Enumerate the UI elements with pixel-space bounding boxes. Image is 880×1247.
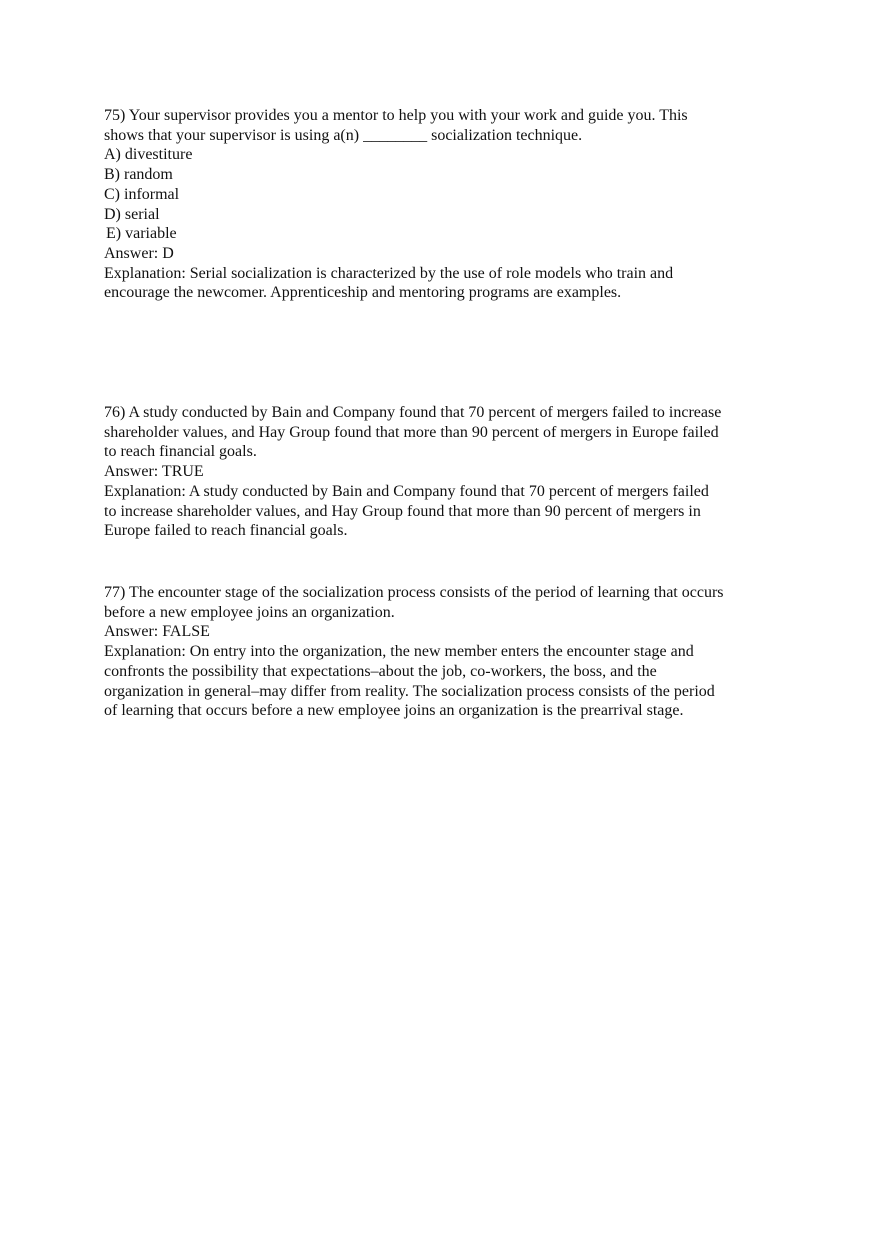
option-b: B) random xyxy=(104,166,173,184)
explanation-line: Explanation: On entry into the organization, the new member enters the encounter stage and xyxy=(104,643,694,661)
answer-line: Answer: D xyxy=(104,244,174,262)
option-e: E) variable xyxy=(106,225,177,243)
explanation-line: encourage the newcomer. Apprenticeship and mentoring programs are examples. xyxy=(104,284,622,302)
explanation-line: Explanation: Serial socialization is characterized by the use of role models who train and xyxy=(104,264,674,282)
question-77 xyxy=(104,583,784,721)
option-a: A) divestiture xyxy=(104,146,193,164)
option-c: C) informal xyxy=(104,185,180,203)
question-75 xyxy=(104,106,784,303)
explanation-line: of learning that occurs before a new employee joins an organization is the prearrival stage. xyxy=(104,702,684,720)
question-stem-line: 76) A study conducted by Bain and Company found that 70 percent of mergers failed to increase xyxy=(104,404,722,421)
question-76 xyxy=(104,403,784,541)
explanation-line: confronts the possibility that expectations–about the job, co-workers, the boss, and the xyxy=(104,662,657,680)
question-stem-line: shows that your supervisor is using a(n) ________ socialization technique. xyxy=(104,126,583,144)
question-stem-line: shareholder values, and Hay Group found that more than 90 percent of mergers in Europe failed xyxy=(104,423,719,441)
explanation-line: Europe failed to reach financial goals. xyxy=(104,522,348,540)
explanation-line: to increase shareholder values, and Hay Group found that more than 90 percent of mergers in xyxy=(104,502,701,520)
explanation-line: organization in general–may differ from reality. The socialization process consists of the period xyxy=(104,682,715,700)
explanation-line: Explanation: A study conducted by Bain and Company found that 70 percent of mergers failed xyxy=(104,482,709,500)
answer-line: Answer: FALSE xyxy=(104,623,210,641)
question-stem-line: 77) The encounter stage of the socialization process consists of the period of learning that occurs xyxy=(104,584,724,601)
question-stem-line: 75) Your supervisor provides you a mentor to help you with your work and guide you. This xyxy=(104,107,688,124)
question-stem-line: before a new employee joins an organization. xyxy=(104,603,395,621)
option-d: D) serial xyxy=(104,205,160,223)
answer-line: Answer: TRUE xyxy=(104,463,204,481)
question-stem-line: to reach financial goals. xyxy=(104,443,257,461)
